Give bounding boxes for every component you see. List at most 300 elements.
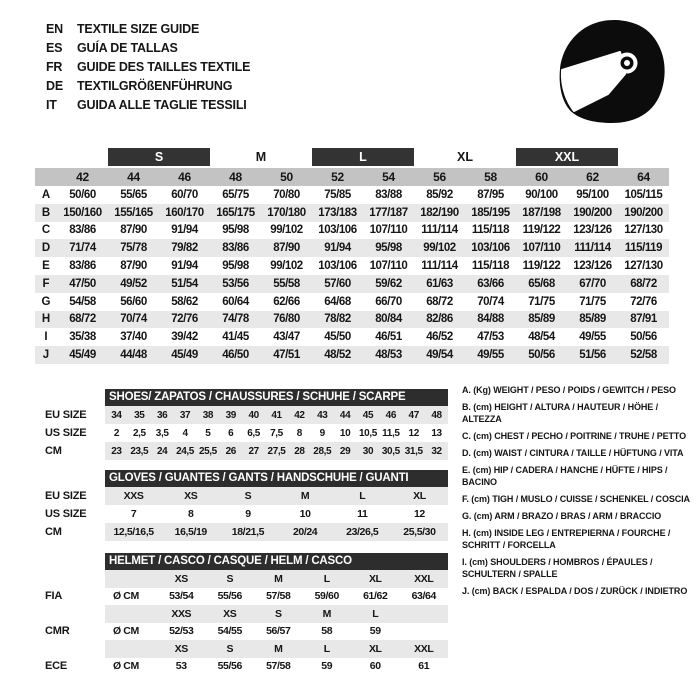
size-value: 68/72 xyxy=(69,313,96,326)
size-value: 27,5 xyxy=(267,445,286,457)
size-value: 49/55 xyxy=(579,331,606,344)
measure-row-i xyxy=(35,328,669,346)
shoes-table-row xyxy=(105,442,448,460)
size-value: 41 xyxy=(271,409,282,421)
size-value: 107/110 xyxy=(522,242,561,255)
size-value: 83/86 xyxy=(222,242,249,255)
size-value: 123/126 xyxy=(573,260,612,273)
size-value: 5 xyxy=(205,427,211,439)
size-value: 71/75 xyxy=(528,295,555,308)
size-value: 23,5 xyxy=(130,445,149,457)
size-value: 70/80 xyxy=(273,188,300,201)
gloves-table-row xyxy=(105,487,448,505)
legend-item-b: B. (cm) HEIGHT / ALTURA / HAUTEUR / HÖHE / ALTEZZA xyxy=(462,401,658,425)
size-value: 46/50 xyxy=(222,349,249,362)
size-value: 95/98 xyxy=(222,224,249,237)
helmet-size-value: 52/53 xyxy=(169,625,194,638)
size-value: 31,5 xyxy=(404,445,423,457)
size-value: 127/130 xyxy=(624,224,663,237)
helmet-size-row-cmr xyxy=(105,605,448,623)
lang-code: IT xyxy=(46,98,57,112)
size-value: 30,5 xyxy=(381,445,400,457)
size-value: 55/65 xyxy=(120,188,147,201)
size-value: 29 xyxy=(339,445,351,457)
size-value: 55/58 xyxy=(273,277,300,290)
row-label: J xyxy=(42,349,50,362)
fia-standard-label: FIA xyxy=(45,590,63,602)
size-value: 95/100 xyxy=(576,188,609,201)
size-value: 80/84 xyxy=(375,313,402,326)
row-label: E xyxy=(42,260,50,273)
helmet-size-label: XS xyxy=(223,607,237,620)
size-group-xxl: XXL xyxy=(516,148,618,166)
size-value: 39/42 xyxy=(171,331,198,344)
legend-item-c: C. (cm) CHEST / PECHO / POITRINE / TRUHE / PETTO xyxy=(462,431,687,442)
size-value: 127/130 xyxy=(624,260,663,273)
size-value: 95/98 xyxy=(222,260,249,273)
size-value: 107/110 xyxy=(369,260,408,273)
size-value: 111/114 xyxy=(421,260,458,273)
size-value: 25,5/30 xyxy=(403,526,436,538)
shoes-cm-label: CM xyxy=(45,445,62,457)
size-value: 28,5 xyxy=(313,445,332,457)
shoes-table-row xyxy=(105,424,448,442)
helmet-size-label: XL xyxy=(368,572,382,585)
shoes-table-row xyxy=(105,406,448,424)
size-value: 177/187 xyxy=(369,206,408,219)
row-label: D xyxy=(41,242,51,255)
size-value: 37/40 xyxy=(120,331,147,344)
size-value: 63/66 xyxy=(477,277,504,290)
size-value: 85/89 xyxy=(528,313,555,326)
helmet-size-label: XS xyxy=(174,572,188,585)
lang-row-es xyxy=(46,39,250,58)
size-value: 71/74 xyxy=(69,242,96,255)
row-label: H xyxy=(41,313,51,326)
size-value: 72/76 xyxy=(171,313,198,326)
size-value: 105/115 xyxy=(624,188,663,201)
helmet-size-value: 54/55 xyxy=(217,625,242,638)
size-value: 95/98 xyxy=(375,242,402,255)
legend-item-i: I. (cm) SHOULDERS / HOMBROS / ÉPAULES / SCHULTERN / SPALLE xyxy=(462,557,653,580)
size-value: 150/160 xyxy=(63,206,102,219)
helmet-size-value: 60 xyxy=(369,660,381,673)
size-value: 7,5 xyxy=(270,427,283,439)
size-value: L xyxy=(359,490,366,502)
lang-row-fr xyxy=(46,58,250,77)
guide-title-en: TEXTILE SIZE GUIDE xyxy=(77,22,200,36)
size-number: 64 xyxy=(637,170,650,184)
size-value: 6 xyxy=(228,427,234,439)
size-value: 190/200 xyxy=(573,206,612,219)
size-number: 42 xyxy=(76,170,89,184)
measure-row-j xyxy=(35,346,669,364)
size-value: 83/86 xyxy=(69,260,96,273)
size-value: 87/90 xyxy=(120,224,147,237)
size-value: 79/82 xyxy=(171,242,198,255)
legend-item-h: H. (cm) INSIDE LEG / ENTREPIERNA / FOURCHE / SCHRITT / FORCELLA xyxy=(462,527,671,551)
helmet-size-label: L xyxy=(323,572,330,585)
measure-row-c xyxy=(35,222,669,240)
size-value: 64/68 xyxy=(324,295,351,308)
size-value: 44 xyxy=(339,409,351,421)
row-label: F xyxy=(42,277,50,290)
size-number: 44 xyxy=(127,170,140,184)
size-value: 35 xyxy=(134,409,145,421)
size-value: 155/165 xyxy=(114,206,153,219)
row-label: C xyxy=(41,224,51,237)
guide-title-de: TEXTILGRÖßENFÜHRUNG xyxy=(77,79,233,93)
size-value: S xyxy=(244,490,252,502)
size-value: 25,5 xyxy=(198,445,217,457)
textile-size-table xyxy=(35,147,669,364)
gloves-us-size-label: US SIZE xyxy=(45,508,87,520)
size-value: 23 xyxy=(111,445,122,457)
size-value: 103/106 xyxy=(471,242,510,255)
size-value: 35/38 xyxy=(69,331,96,344)
size-value: XL xyxy=(413,490,426,502)
racing-helmet-icon xyxy=(550,16,670,128)
helmet-size-value: 53/54 xyxy=(169,590,194,603)
size-value: 75/85 xyxy=(324,188,351,201)
helmet-size-label: S xyxy=(274,607,282,620)
size-value: 24 xyxy=(156,445,168,457)
size-value: 48/53 xyxy=(375,349,402,362)
size-value: 43/47 xyxy=(273,331,300,344)
diameter-cm-label: Ø CM xyxy=(113,590,139,603)
size-value: 62/66 xyxy=(273,295,300,308)
size-value: 16,5/19 xyxy=(174,526,207,538)
size-value: 50/60 xyxy=(69,188,96,201)
size-value: 160/170 xyxy=(165,206,204,219)
helmet-size-value: 61/62 xyxy=(363,590,388,603)
size-value: 182/190 xyxy=(420,206,459,219)
size-value: 99/102 xyxy=(423,242,456,255)
size-value: 65/75 xyxy=(222,188,249,201)
size-value: 173/183 xyxy=(318,206,357,219)
helmet-size-value: 56/57 xyxy=(266,625,291,638)
size-value: 48/52 xyxy=(324,349,351,362)
size-value: 46/51 xyxy=(375,331,402,344)
size-group-s: S xyxy=(108,148,210,166)
size-value: 26 xyxy=(225,445,236,457)
size-value: 83/88 xyxy=(375,188,402,201)
size-value: 107/110 xyxy=(369,224,408,237)
size-value: 82/86 xyxy=(426,313,453,326)
legend-item-e: E. (cm) HIP / CADERA / HANCHE / HÜFTE / HIPS / BACINO xyxy=(462,464,668,488)
size-value: 170/180 xyxy=(267,206,306,219)
gloves-table xyxy=(105,470,448,541)
size-group-m: M xyxy=(255,150,267,164)
size-value: 185/195 xyxy=(471,206,510,219)
size-value: 111/114 xyxy=(421,224,458,237)
shoes-table-header: SHOES/ ZAPATOS / CHAUSSURES / SCHUHE / SCARPE xyxy=(105,389,448,406)
row-label: B xyxy=(41,206,51,219)
helmet-size-label: S xyxy=(226,572,234,585)
size-value: 42 xyxy=(294,409,305,421)
measure-row-b xyxy=(35,204,669,222)
size-value: 48 xyxy=(431,409,442,421)
size-value: 72/76 xyxy=(630,295,657,308)
measure-row-g xyxy=(35,293,669,311)
language-title-list xyxy=(46,20,250,115)
helmet-size-label: M xyxy=(322,607,331,620)
helmet-size-label: M xyxy=(274,642,283,655)
size-value: 20/24 xyxy=(292,526,318,538)
helmet-size-label: S xyxy=(226,642,234,655)
size-value: 91/94 xyxy=(171,224,198,237)
size-value: 74/78 xyxy=(222,313,249,326)
size-value: 45/49 xyxy=(69,349,96,362)
measure-row-e xyxy=(35,257,669,275)
size-number: 58 xyxy=(484,170,497,184)
helmet-size-label: XXS xyxy=(171,607,192,620)
size-value: 53/56 xyxy=(222,277,249,290)
size-value: 32 xyxy=(431,445,442,457)
size-value: 18/21,5 xyxy=(231,526,265,538)
size-value: 65/68 xyxy=(528,277,555,290)
size-value: 47/53 xyxy=(477,331,504,344)
size-value: 75/78 xyxy=(120,242,147,255)
size-value: 85/89 xyxy=(579,313,606,326)
helmet-size-value: 57/58 xyxy=(266,590,291,603)
helmet-size-value: 58 xyxy=(321,625,333,638)
gloves-table-header: GLOVES / GUANTES / GANTS / HANDSCHUHE / GUANTI xyxy=(105,470,448,487)
size-value: 6,5 xyxy=(247,427,260,439)
size-value: 7 xyxy=(130,508,137,520)
size-value: 119/122 xyxy=(522,260,561,273)
gloves-table-row xyxy=(105,505,448,523)
row-label: I xyxy=(44,331,48,344)
size-value: 47 xyxy=(408,409,419,421)
gloves-eu-size-label: EU SIZE xyxy=(45,490,87,502)
measure-row-h xyxy=(35,311,669,329)
visor-pivot-center xyxy=(624,60,630,66)
size-value: 27 xyxy=(248,445,259,457)
size-value: 28 xyxy=(294,445,305,457)
size-value: XS xyxy=(184,490,198,502)
size-value: 123/126 xyxy=(573,224,612,237)
shoes-table-rows xyxy=(105,406,448,460)
helmet-size-label: M xyxy=(274,572,283,585)
diameter-cm-label: Ø CM xyxy=(113,660,139,673)
size-value: 8 xyxy=(296,427,302,439)
helmet-size-label: L xyxy=(372,607,379,620)
helmet-size-value: 59/60 xyxy=(314,590,339,603)
size-value: 41/45 xyxy=(222,331,249,344)
helmet-size-label: XXL xyxy=(414,572,434,585)
legend-item-j: J. (cm) BACK / ESPALDA / DOS / ZURÜCK / INDIETRO xyxy=(462,586,688,597)
size-value: 46/52 xyxy=(426,331,453,344)
size-number: 60 xyxy=(535,170,548,184)
helmet-size-value: 55/56 xyxy=(217,590,242,603)
shoes-us-size-label: US SIZE xyxy=(45,427,87,439)
helmet-table xyxy=(105,553,448,675)
size-value: 3,5 xyxy=(155,427,169,439)
size-value: 50/56 xyxy=(528,349,555,362)
size-value: 52/58 xyxy=(630,349,657,362)
size-value: 11 xyxy=(357,508,368,520)
row-label: A xyxy=(41,188,51,201)
helmet-size-value: 59 xyxy=(369,625,381,638)
size-value: 99/102 xyxy=(270,260,303,273)
size-value: 68/72 xyxy=(426,295,453,308)
size-value: 187/198 xyxy=(522,206,561,219)
size-value: 37 xyxy=(179,409,191,421)
size-value: 78/82 xyxy=(324,313,351,326)
legend-item-f: F. (cm) TIGH / MUSLO / CUISSE / SCHENKEL / COSCIA xyxy=(462,494,690,505)
size-value: 30 xyxy=(362,445,374,457)
lang-row-en xyxy=(46,20,250,39)
helmet-table-rows xyxy=(105,570,448,675)
size-value: 4 xyxy=(182,427,188,439)
size-value: 51/54 xyxy=(171,277,198,290)
size-value: 103/106 xyxy=(318,260,357,273)
size-value: 8 xyxy=(188,508,194,520)
size-number: 48 xyxy=(229,170,242,184)
size-value: 87/95 xyxy=(477,188,504,201)
size-value: 45/50 xyxy=(324,331,351,344)
guide-title-es: GUÍA DE TALLAS xyxy=(77,41,178,55)
legend-item-a: A. (Kg) WEIGHT / PESO / POIDS / GEWITCH / PESO xyxy=(462,385,676,395)
size-value: 56/60 xyxy=(120,295,147,308)
size-number: 54 xyxy=(382,170,395,184)
helmet-size-label: XL xyxy=(368,642,382,655)
shoes-table xyxy=(105,389,448,460)
size-value: 84/88 xyxy=(477,313,504,326)
lang-row-de xyxy=(46,77,250,96)
size-value: 40 xyxy=(248,409,259,421)
size-value: 2 xyxy=(113,427,120,439)
size-value: 45 xyxy=(362,409,374,421)
size-value: 11,5 xyxy=(382,427,400,439)
size-value: 68/72 xyxy=(630,277,657,290)
cmr-standard-label: CMR xyxy=(45,625,70,637)
size-value: 2,5 xyxy=(132,427,146,439)
size-value: 10 xyxy=(339,427,351,439)
size-value: 12,5/16,5 xyxy=(113,526,154,538)
size-number: 56 xyxy=(433,170,446,184)
gloves-cm-label: CM xyxy=(45,526,62,538)
size-value: 165/175 xyxy=(216,206,255,219)
size-value: M xyxy=(300,490,310,502)
lang-code: EN xyxy=(46,22,63,36)
size-value: 13 xyxy=(431,427,442,439)
size-value: 10 xyxy=(299,508,311,520)
size-value: 90/100 xyxy=(525,188,558,201)
size-value: 38 xyxy=(202,409,214,421)
helmet-value-row-ece xyxy=(105,658,448,676)
size-value: 12 xyxy=(408,427,419,439)
lang-code: ES xyxy=(46,41,63,55)
size-value: 58/62 xyxy=(171,295,198,308)
size-value: 66/70 xyxy=(375,295,402,308)
row-label: G xyxy=(41,295,51,308)
size-value: 115/119 xyxy=(624,242,663,255)
lang-code: DE xyxy=(46,79,63,93)
size-value: 23/26,5 xyxy=(346,526,379,538)
helmet-value-row-cmr xyxy=(105,623,448,641)
size-value: 87/91 xyxy=(630,313,657,326)
size-value: 36 xyxy=(156,409,168,421)
measure-row-f xyxy=(35,275,669,293)
guide-title-fr: GUIDE DES TAILLES TEXTILE xyxy=(77,60,251,74)
size-value: 103/106 xyxy=(318,224,357,237)
helmet-table-header: HELMET / CASCO / CASQUE / HELM / CASCO xyxy=(105,553,448,570)
size-value: XXS xyxy=(123,490,144,502)
gloves-side-labels xyxy=(45,487,105,541)
size-value: 46 xyxy=(385,409,396,421)
size-group-xl: XL xyxy=(457,150,473,164)
size-value: 61/63 xyxy=(426,277,453,290)
shoes-eu-size-label: EU SIZE xyxy=(45,409,87,421)
legend-item-g: G. (cm) ARM / BRAZO / BRAS / ARM / BRACCIO xyxy=(462,510,662,521)
helmet-size-value: 59 xyxy=(321,660,333,673)
size-value: 54/58 xyxy=(69,295,96,308)
helmet-size-row-ece xyxy=(105,640,448,658)
size-value: 70/74 xyxy=(477,295,504,308)
size-value: 111/114 xyxy=(574,242,611,255)
size-value: 85/92 xyxy=(426,188,453,201)
size-value: 39 xyxy=(225,409,236,421)
size-value: 44/48 xyxy=(120,349,147,362)
size-value: 49/54 xyxy=(426,349,453,362)
size-value: 119/122 xyxy=(522,224,561,237)
measure-row-a xyxy=(35,186,669,204)
helmet-size-label: XXL xyxy=(414,642,434,655)
lang-row-it xyxy=(46,96,250,115)
gloves-table-row xyxy=(105,523,448,541)
helmet-size-row-fia xyxy=(105,570,448,588)
measure-row-d xyxy=(35,239,669,257)
size-value: 12 xyxy=(413,508,425,520)
helmet-size-value: 57/58 xyxy=(266,660,291,673)
helmet-size-value: 63/64 xyxy=(411,590,436,603)
size-value: 10,5 xyxy=(359,427,377,439)
gloves-table-rows xyxy=(105,487,448,541)
size-value: 71/75 xyxy=(579,295,606,308)
guide-title-it: GUIDA ALLE TAGLIE TESSILI xyxy=(77,98,247,112)
size-value: 91/94 xyxy=(171,260,198,273)
size-value: 115/118 xyxy=(471,224,510,237)
size-value: 48/54 xyxy=(528,331,555,344)
size-number: 50 xyxy=(280,170,293,184)
size-value: 83/86 xyxy=(69,224,96,237)
helmet-value-row-fia xyxy=(105,588,448,606)
helmet-size-value: 53 xyxy=(175,660,187,673)
size-value: 76/80 xyxy=(273,313,300,326)
size-value: 9 xyxy=(319,427,325,439)
legend-item-d: D. (cm) WAIST / CINTURA / TAILLE / HÜFTUNG / VITA xyxy=(462,447,684,458)
size-value: 47/51 xyxy=(273,349,300,362)
size-value: 45/49 xyxy=(171,349,198,362)
size-value: 49/55 xyxy=(477,349,504,362)
size-value: 57/60 xyxy=(324,277,351,290)
size-value: 24,5 xyxy=(176,445,194,457)
size-value: 60/70 xyxy=(171,188,198,201)
size-value: 59/62 xyxy=(375,277,402,290)
size-value: 70/74 xyxy=(120,313,147,326)
size-number: 62 xyxy=(586,170,599,184)
size-value: 87/90 xyxy=(273,242,300,255)
size-value: 34 xyxy=(111,409,122,421)
size-number: 52 xyxy=(331,170,344,184)
size-value: 43 xyxy=(317,409,328,421)
helmet-size-value: 55/56 xyxy=(217,660,242,673)
size-value: 60/64 xyxy=(222,295,249,308)
helmet-size-label: XS xyxy=(174,642,188,655)
size-value: 51/56 xyxy=(579,349,606,362)
